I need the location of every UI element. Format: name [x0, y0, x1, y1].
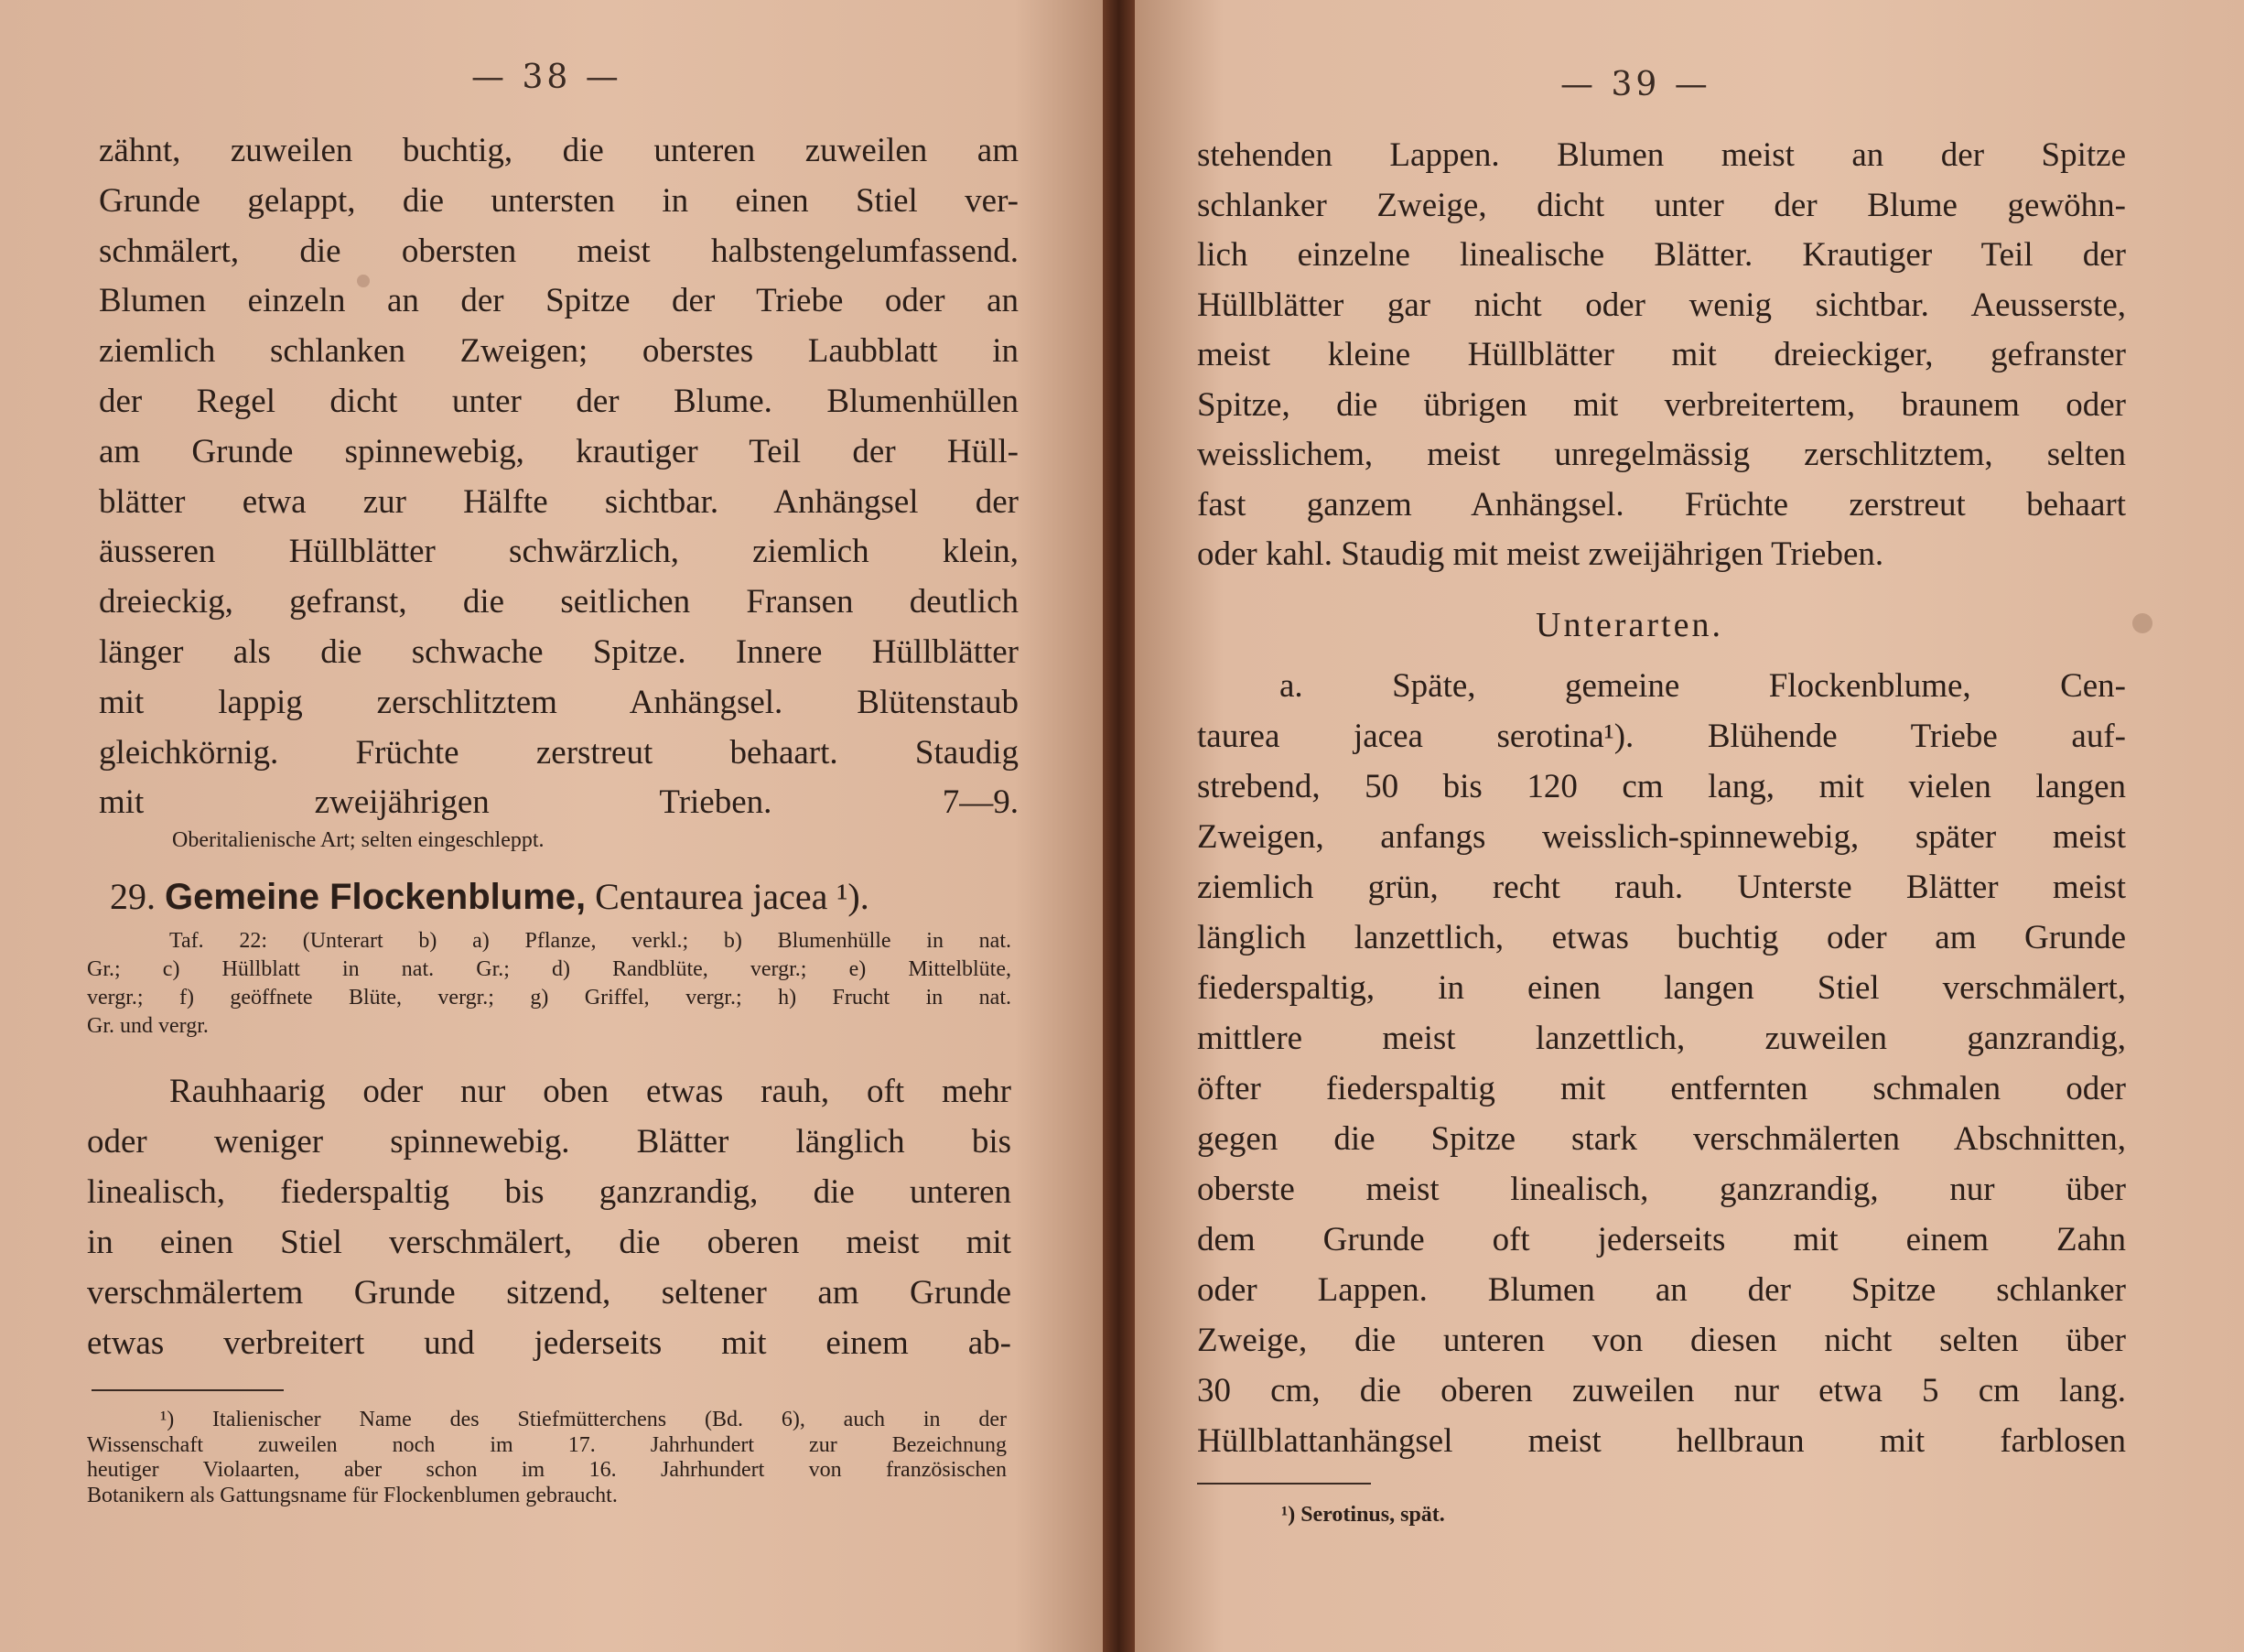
- species-latin: Centaurea jacea ¹).: [595, 876, 869, 917]
- text-line: weisslichem, meist unregelmässig zerschlitztem, selten: [1197, 436, 2126, 473]
- text-line: Wissenschaft zuweilen noch im 17. Jahrhundert zur Bezeichnung: [87, 1432, 1007, 1457]
- text-line: strebend, 50 bis 120 cm lang, mit vielen langen: [1197, 768, 2126, 805]
- species-heading: [110, 874, 869, 920]
- text-line: verschmälertem Grunde sitzend, seltener am Grunde: [87, 1274, 1011, 1312]
- text-line: öfter fiederspaltig mit entfernten schmalen oder: [1197, 1070, 2126, 1107]
- text-line: mit zweijährigen Trieben. 7—9.: [99, 783, 1019, 822]
- text-line: etwas verbreitert und jederseits mit einem ab-: [87, 1324, 1011, 1362]
- text-line: Zweigen, anfangs weisslich-spinnewebig, später meist: [1197, 818, 2126, 856]
- text-line: ziemlich schlanken Zweigen; oberstes Laubblatt in: [99, 332, 1019, 371]
- book-gutter: [1103, 0, 1135, 1652]
- text-line: mittlere meist lanzettlich, zuweilen ganzrandig,: [1197, 1020, 2126, 1057]
- text-line: Rauhhaarig oder nur oben etwas rauh, oft mehr: [169, 1073, 1011, 1110]
- text-line: oberste meist linealisch, ganzrandig, nur über: [1197, 1171, 2126, 1208]
- species-name: Gemeine Flockenblume,: [165, 877, 587, 917]
- text-line: länger als die schwache Spitze. Innere Hüllblätter: [99, 633, 1019, 671]
- text-line: Spitze, die übrigen mit verbreitertem, braunem oder: [1197, 385, 2126, 424]
- text-line: 30 cm, die oberen zuweilen nur etwa 5 cm lang.: [1197, 1372, 2126, 1409]
- text-line: taurea jacea serotina¹). Blühende Triebe auf-: [1197, 718, 2126, 755]
- page-number-left: — 38 —: [471, 59, 622, 96]
- text-line: zähnt, zuweilen buchtig, die unteren zuweilen am: [99, 132, 1019, 169]
- left-page: [0, 0, 1103, 1652]
- text-line: linealisch, fiederspaltig bis ganzrandig, die unteren: [87, 1173, 1011, 1211]
- text-line: meist kleine Hüllblätter mit dreieckiger, gefranster: [1197, 336, 2126, 373]
- text-line: der Regel dicht unter der Blume. Blumenhüllen: [99, 383, 1019, 420]
- text-line: oder weniger spinnewebig. Blätter länglich bis: [87, 1123, 1011, 1161]
- text-line: gleichkörnig. Früchte zerstreut behaart. Staudig: [99, 733, 1019, 772]
- right-footnote: ¹) Serotinus, spät.: [1281, 1503, 1445, 1527]
- species-number: 29.: [110, 876, 156, 917]
- text-line: ziemlich grün, recht rauh. Unterste Blätter meist: [1197, 869, 2126, 906]
- text-line: ¹) Italienischer Name des Stiefmütterchens (Bd. 6), auch in der: [160, 1408, 1007, 1431]
- footnote-rule-right: [1197, 1483, 1371, 1485]
- text-line: blätter etwa zur Hälfte sichtbar. Anhängsel der: [99, 482, 1019, 521]
- text-line: Taf. 22: (Unterart b) a) Pflanze, verkl.; b) Blumenhülle in nat.: [169, 929, 1011, 953]
- text-line: a. Späte, gemeine Flockenblume, Cen-: [1279, 667, 2126, 705]
- paper-spot: [357, 275, 370, 287]
- text-line: schmälert, die obersten meist halbstengelumfassend.: [99, 232, 1019, 270]
- page-number-right: — 39 —: [1560, 66, 1711, 103]
- paper-spot: [2132, 613, 2152, 633]
- text-line: mit lappig zerschlitztem Anhängsel. Blütenstaub: [99, 683, 1019, 721]
- text-line: Hüllblätter gar nicht oder wenig sichtbar. Aeusserste,: [1197, 286, 2126, 324]
- text-line: schlanker Zweige, dicht unter der Blume gewöhn-: [1197, 186, 2126, 224]
- text-line: in einen Stiel verschmälert, die oberen meist mit: [87, 1224, 1011, 1261]
- text-line: Grunde gelappt, die untersten in einen Stiel ver-: [99, 181, 1019, 220]
- text-line: gegen die Spitze stark verschmälerten Abschnitten,: [1197, 1120, 2126, 1158]
- text-line: dreieckig, gefranst, die seitlichen Fransen deutlich: [99, 583, 1019, 621]
- text-line: oder Lappen. Blumen an der Spitze schlanker: [1197, 1271, 2126, 1309]
- distribution-note: Oberitalienische Art; selten eingeschleppt.: [172, 828, 545, 852]
- text-line: Zweige, die unteren von diesen nicht selten über: [1197, 1322, 2126, 1359]
- text-line: Gr.; c) Hüllblatt in nat. Gr.; d) Randblüte, vergr.; e) Mittelblüte,: [87, 957, 1011, 981]
- text-line: Hüllblattanhängsel meist hellbraun mit farblosen: [1197, 1422, 2126, 1460]
- text-line: stehenden Lappen. Blumen meist an der Spitze: [1197, 136, 2126, 174]
- text-line: äusseren Hüllblätter schwärzlich, ziemlich klein,: [99, 533, 1019, 571]
- text-line: dem Grunde oft jederseits mit einem Zahn: [1197, 1221, 2126, 1258]
- footnote-rule-left: [92, 1389, 284, 1391]
- text-line: Botanikern als Gattungsname für Flockenblumen gebraucht.: [87, 1483, 618, 1507]
- section-heading: Unterarten.: [1536, 606, 1723, 644]
- text-line: fiederspaltig, in einen langen Stiel verschmälert,: [1197, 969, 2126, 1007]
- text-line: oder kahl. Staudig mit meist zweijährigen Trieben.: [1197, 535, 1884, 573]
- text-line: Gr. und vergr.: [87, 1014, 209, 1038]
- right-page: [1135, 0, 2244, 1652]
- text-line: länglich lanzettlich, etwas buchtig oder am Grunde: [1197, 919, 2126, 956]
- text-line: heutiger Violaarten, aber schon im 16. Jahrhundert von französischen: [87, 1458, 1007, 1482]
- text-line: am Grunde spinnewebig, krautiger Teil der Hüll-: [99, 432, 1019, 470]
- text-line: vergr.; f) geöffnete Blüte, vergr.; g) Griffel, vergr.; h) Frucht in nat.: [87, 986, 1011, 1010]
- text-line: lich einzelne linealische Blätter. Krautiger Teil der: [1197, 236, 2126, 274]
- text-line: Blumen einzeln an der Spitze der Triebe oder an: [99, 282, 1019, 320]
- text-line: fast ganzem Anhängsel. Früchte zerstreut behaart: [1197, 485, 2126, 524]
